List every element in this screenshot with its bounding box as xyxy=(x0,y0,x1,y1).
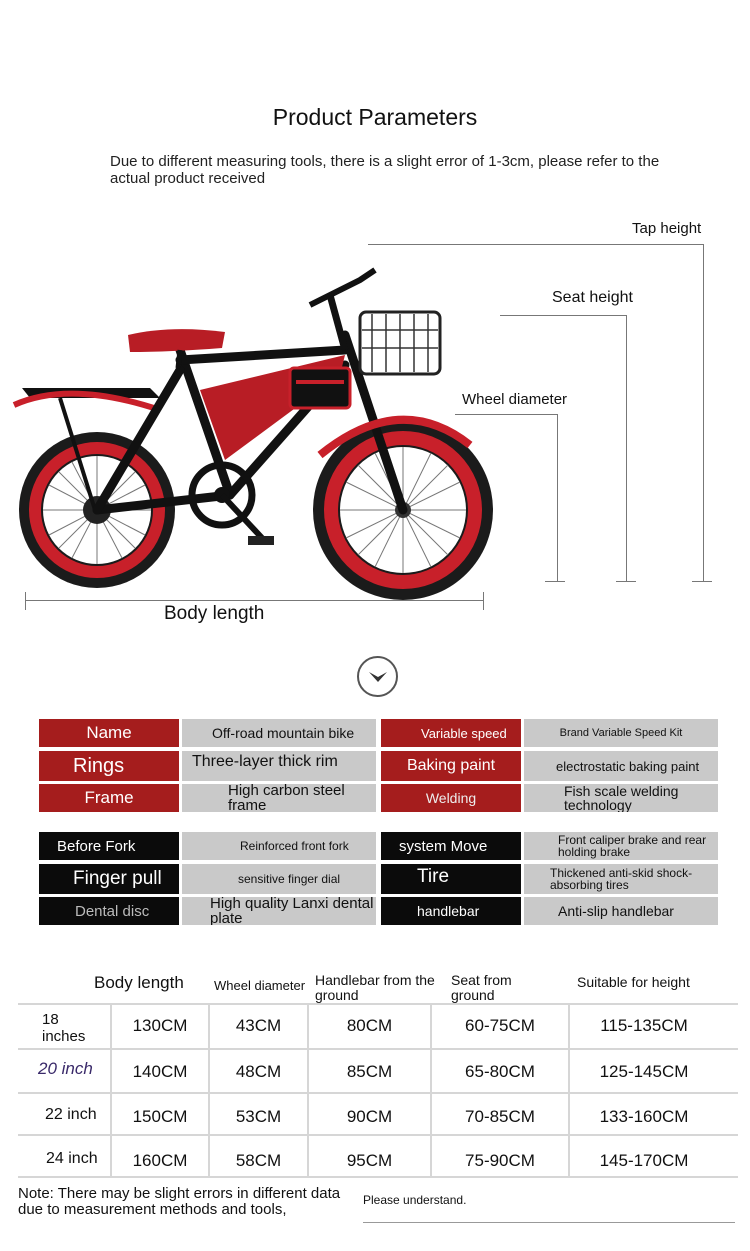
footer-note: Note: There may be slight errors in different data due to measurement methods and tools, xyxy=(18,1185,341,1218)
table-cell: 48CM xyxy=(235,1062,282,1081)
page-subtitle: Due to different measuring tools, there is a slight error of 1-3cm, please refer to the actual product received xyxy=(110,153,660,187)
table-divider xyxy=(18,1048,738,1050)
spec-label-finger-pull: Finger pull xyxy=(39,864,179,894)
table-cell: 90CM xyxy=(346,1107,393,1126)
table-cell: 53CM xyxy=(235,1107,282,1126)
tap-height-vline xyxy=(703,244,704,582)
spec-value-name: Off-road mountain bike xyxy=(182,719,376,747)
table-row-size: 22 inch xyxy=(45,1106,97,1123)
table-divider xyxy=(18,1176,738,1178)
spec-value-before-fork: Reinforced front fork xyxy=(182,832,376,860)
seat-height-label: Seat height xyxy=(552,289,633,306)
table-cell: 58CM xyxy=(235,1151,282,1170)
table-row-size: 18 inches xyxy=(42,1011,86,1045)
wheel-diameter-vline xyxy=(557,414,558,582)
table-cell: 140CM xyxy=(132,1062,188,1081)
table-cell: 160CM xyxy=(132,1151,188,1170)
table-cell: 70-85CM xyxy=(465,1107,535,1126)
bicycle-illustration xyxy=(0,240,520,600)
table-header-body-length: Body length xyxy=(94,973,184,992)
page-title: Product Parameters xyxy=(272,104,478,130)
footer-underline xyxy=(363,1222,735,1223)
table-row-size: 20 inch xyxy=(38,1059,93,1078)
spec-value-tire: Thickened anti-skid shock-absorbing tires xyxy=(524,864,718,894)
table-cell: 145-170CM xyxy=(599,1151,689,1170)
seat-height-vline xyxy=(626,315,627,582)
table-cell: 130CM xyxy=(132,1016,188,1035)
body-length-tick-right xyxy=(483,592,484,610)
spec-value-system-move: Front caliper brake and rear holding brake xyxy=(524,832,718,860)
seat-height-line xyxy=(500,315,627,316)
spec-label-variable-speed: Variable speed xyxy=(381,719,521,747)
tap-height-tick xyxy=(692,581,712,582)
table-cell: 150CM xyxy=(132,1107,188,1126)
table-cell: 80CM xyxy=(346,1016,393,1035)
spec-label-tire: Tire xyxy=(381,864,521,894)
table-divider xyxy=(18,1092,738,1094)
table-header-height: Suitable for height xyxy=(577,974,690,990)
tap-height-label: Tap height xyxy=(632,220,702,237)
table-header-seat: Seat from ground xyxy=(451,972,512,1003)
spec-label-dental-disc: Dental disc xyxy=(39,897,179,925)
spec-label-welding: Welding xyxy=(381,784,521,812)
table-header-wheel-diameter: Wheel diameter xyxy=(214,978,306,993)
spec-label-name: Name xyxy=(39,719,179,747)
body-length-tick-left xyxy=(25,592,26,610)
spec-label-rings: Rings xyxy=(39,751,179,781)
seat-height-tick xyxy=(616,581,636,582)
table-cell: 60-75CM xyxy=(465,1016,535,1035)
table-row-size: 24 inch xyxy=(46,1150,98,1167)
table-cell: 125-145CM xyxy=(599,1062,689,1081)
spec-value-frame: High carbon steel frame xyxy=(182,784,376,812)
tap-height-line xyxy=(368,244,704,245)
footer-note-understand: Please understand. xyxy=(363,1193,467,1207)
wheel-diameter-label: Wheel diameter xyxy=(462,391,568,408)
spec-label-handlebar: handlebar xyxy=(381,897,521,925)
spec-label-frame: Frame xyxy=(39,784,179,812)
table-cell: 133-160CM xyxy=(599,1107,689,1126)
wheel-diameter-tick xyxy=(545,581,565,582)
spec-label-baking-paint: Baking paint xyxy=(381,751,521,781)
spec-value-baking-paint: electrostatic baking paint xyxy=(524,751,718,781)
table-cell: 75-90CM xyxy=(465,1151,535,1170)
wheel-diameter-line xyxy=(455,414,558,415)
spec-value-rings: Three-layer thick rim xyxy=(182,751,376,781)
table-divider xyxy=(18,1003,738,1005)
spec-label-before-fork: Before Fork xyxy=(39,832,179,860)
chevron-down-icon xyxy=(357,656,398,697)
table-cell: 65-80CM xyxy=(465,1062,535,1081)
table-cell: 85CM xyxy=(346,1062,393,1081)
spec-value-finger-pull: sensitive finger dial xyxy=(182,864,376,894)
table-cell: 115-135CM xyxy=(600,1016,688,1035)
spec-value-variable-speed: Brand Variable Speed Kit xyxy=(524,719,718,747)
body-length-label: Body length xyxy=(164,603,265,624)
body-length-line xyxy=(25,600,484,601)
table-header-handlebar: Handlebar from the ground xyxy=(315,972,435,1003)
spec-value-handlebar: Anti-slip handlebar xyxy=(524,897,718,925)
table-cell: 95CM xyxy=(346,1151,393,1170)
spec-value-welding: Fish scale welding technology xyxy=(524,784,718,812)
table-cell: 43CM xyxy=(235,1016,282,1035)
spec-label-system-move: system Move xyxy=(381,832,521,860)
spec-value-dental-disc: High quality Lanxi dental plate xyxy=(182,897,376,925)
table-divider xyxy=(18,1134,738,1136)
